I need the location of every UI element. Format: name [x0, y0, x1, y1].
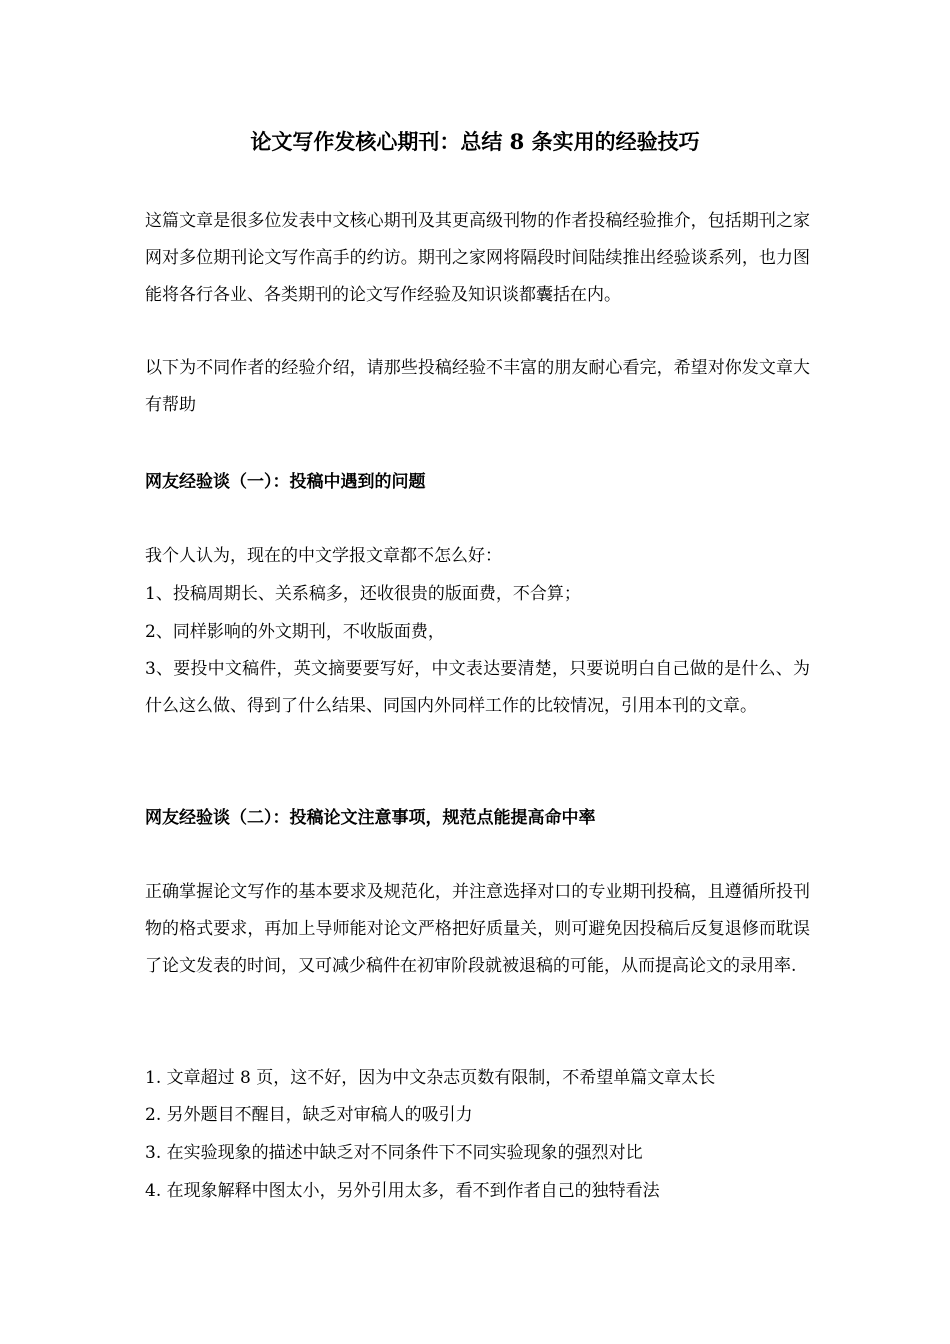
section2-heading: 网友经验谈（二）：投稿论文注意事项，规范点能提高命中率: [145, 808, 596, 828]
section2-paragraph: 正确掌握论文写作的基本要求及规范化，并注意选择对口的专业期刊投稿，且遵循所投刊物的格式要求，再加上导师能对论文严格把好质量关，则可避免因投稿后反复退修而耽误了论文发表的时间，又可减少稿件在初审阶段就被退稿的可能，从而提高论文的录用率.: [145, 882, 810, 976]
section1-item-1: 1、投稿周期长、关系稿多，还收很贵的版面费，不合算；: [145, 584, 581, 604]
section1-lead: 我个人认为，现在的中文学报文章都不怎么好：: [145, 546, 502, 566]
intro-paragraph-2: 以下为不同作者的经验介绍，请那些投稿经验不丰富的朋友耐心看完，希望对你发文章大有帮助: [145, 358, 810, 415]
section2-item-2: 2. 另外题目不醒目，缺乏对审稿人的吸引力: [145, 1105, 473, 1125]
section1-heading: 网友经验谈（一）：投稿中遇到的问题: [145, 472, 426, 492]
section1-item-2: 2、同样影响的外文期刊，不收版面费，: [145, 622, 445, 642]
section2-item-1: 1. 文章超过 8 页，这不好，因为中文杂志页数有限制，不希望单篇文章太长: [145, 1068, 716, 1088]
document-title: 论文写作发核心期刊：总结 8 条实用的经验技巧: [250, 129, 700, 154]
section1-item-3: 3、要投中文稿件，英文摘要要写好，中文表达要清楚，只要说明白自己做的是什么、为什么这么做、得到了什么结果、同国内外同样工作的比较情况，引用本刊的文章。: [145, 659, 810, 716]
intro-paragraph: 这篇文章是很多位发表中文核心期刊及其更高级刊物的作者投稿经验推介，包括期刊之家网对多位期刊论文写作高手的约访。期刊之家网将隔段时间陆续推出经验谈系列，也力图能将各行各业、各类期刊的论文写作经验及知识谈都囊括在内。: [145, 211, 810, 305]
section2-item-3: 3. 在实验现象的描述中缺乏对不同条件下不同实验现象的强烈对比: [145, 1143, 643, 1163]
section2-item-4: 4. 在现象解释中图太小，另外引用太多，看不到作者自己的独特看法: [145, 1181, 660, 1201]
